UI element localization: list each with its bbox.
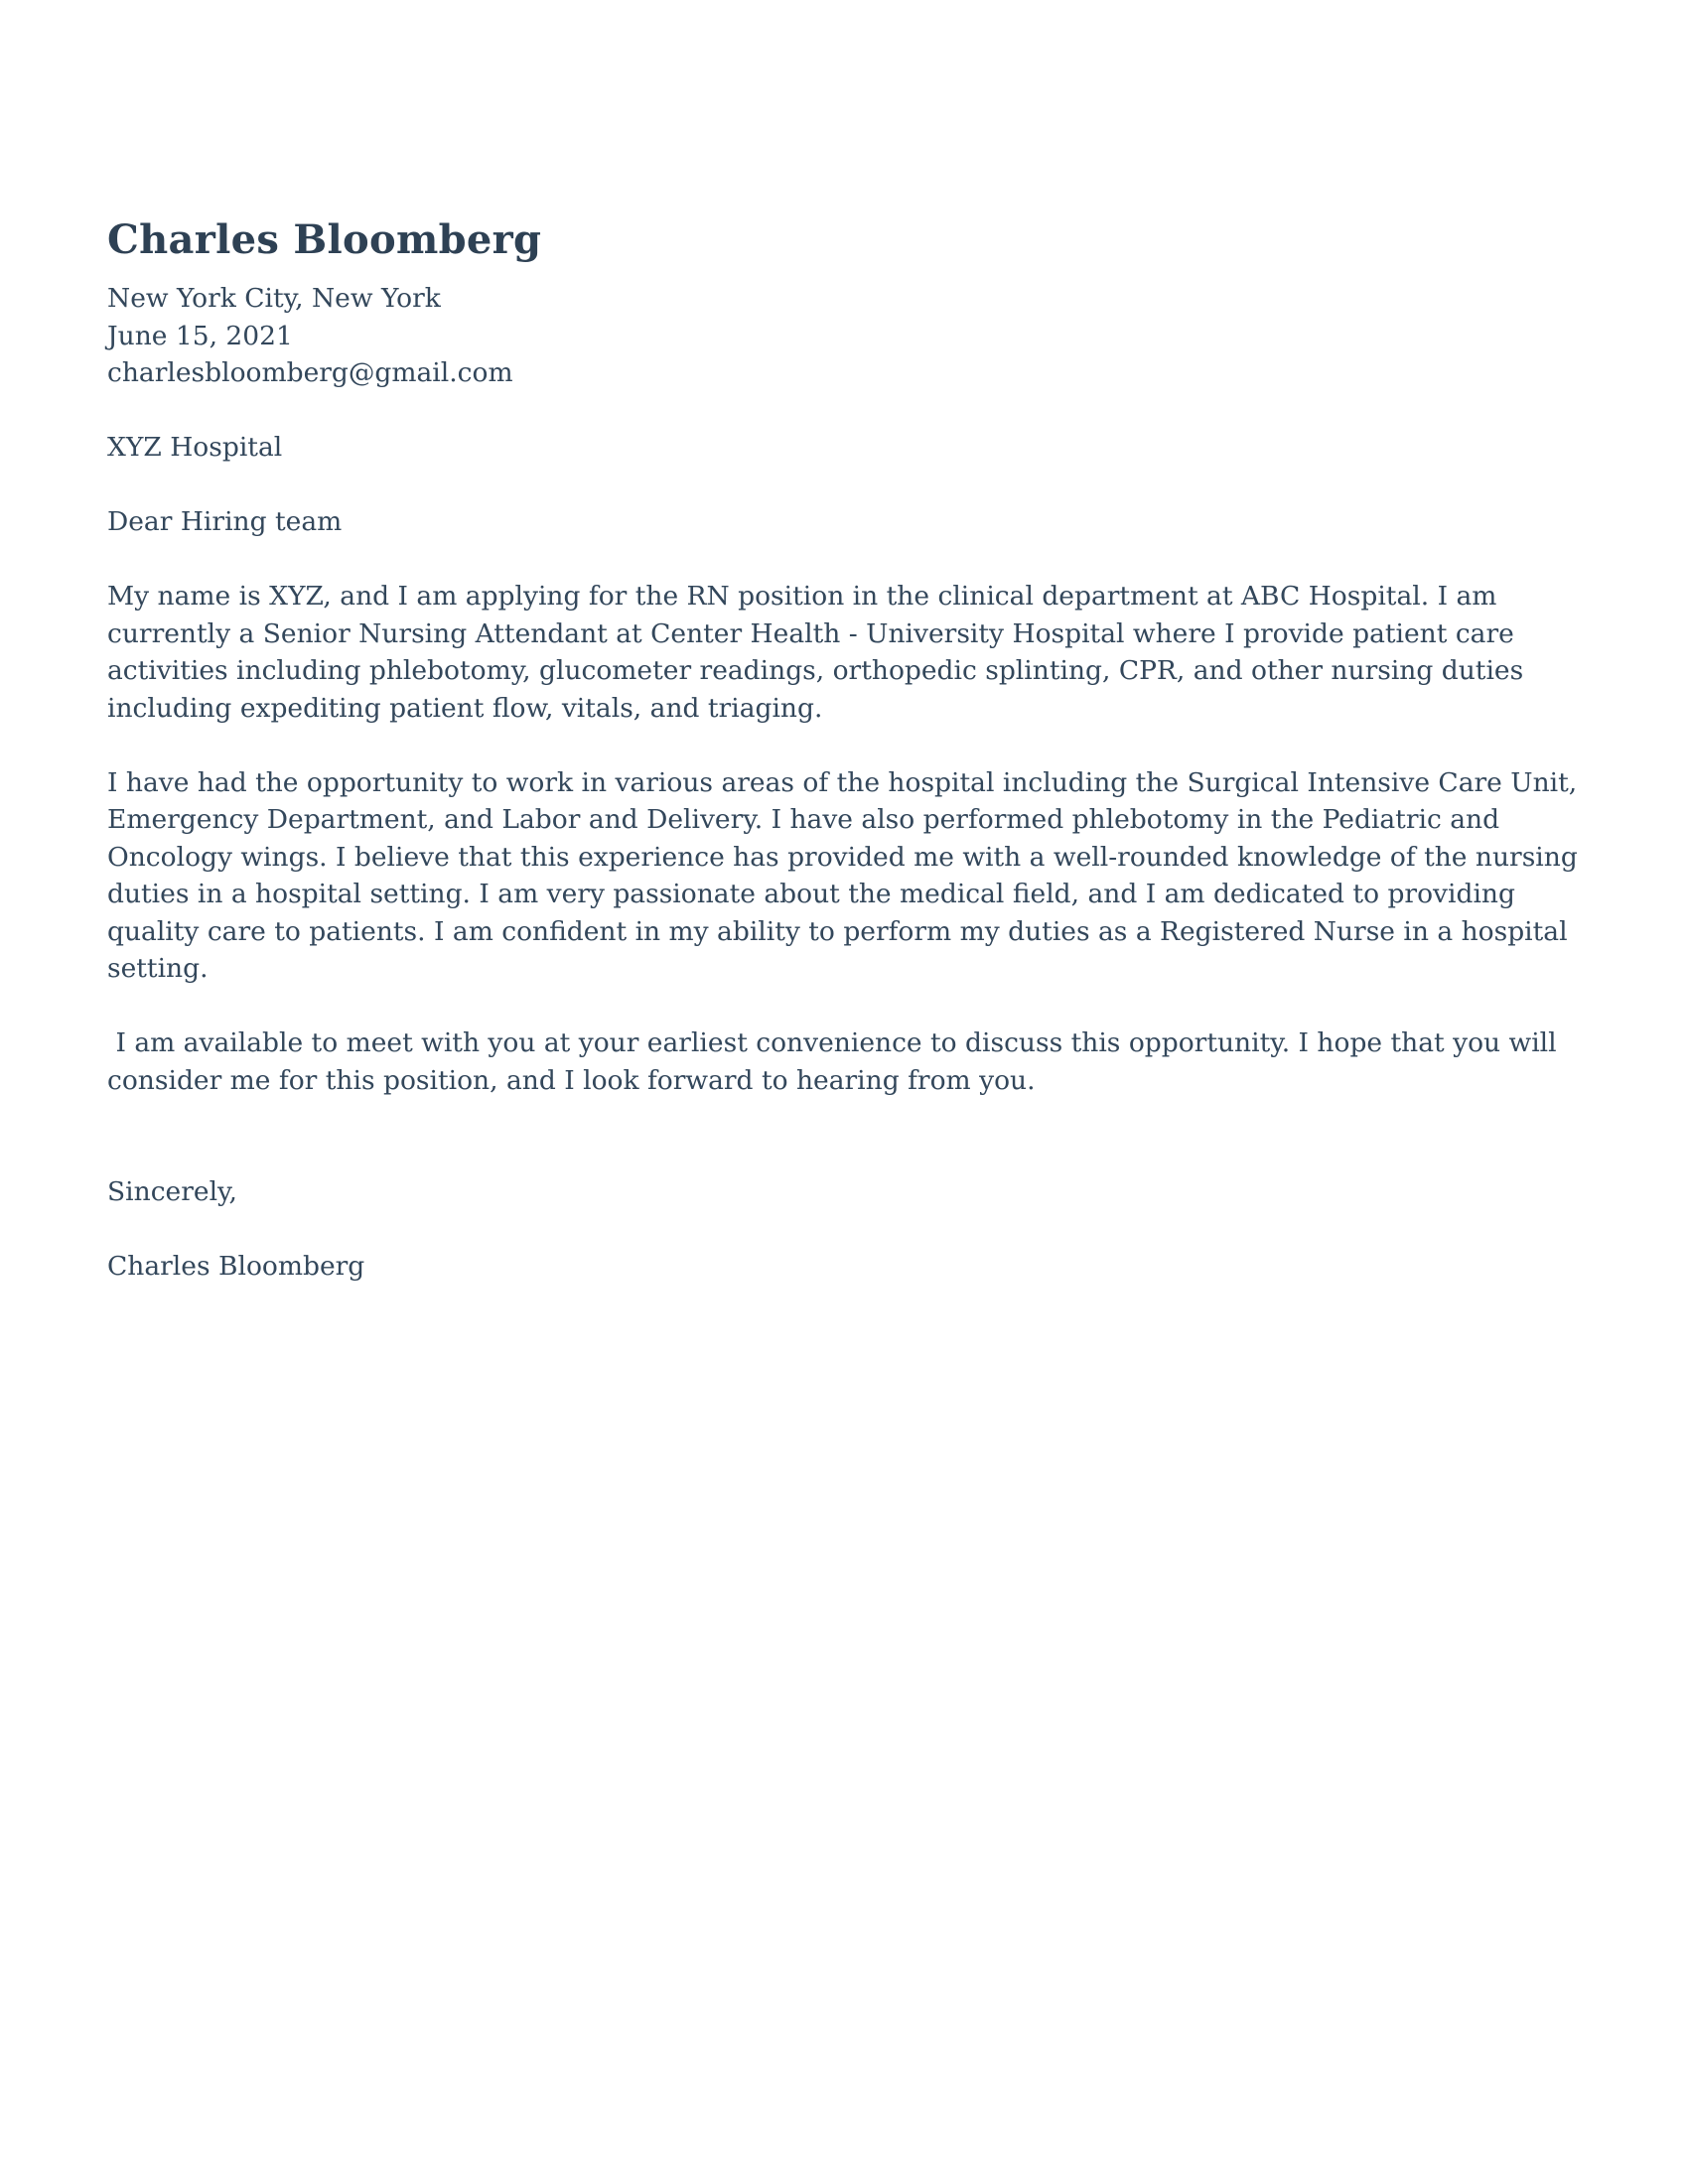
letter-header <box>107 218 1589 392</box>
sender-contact-block <box>107 280 1589 392</box>
body-paragraph-2: I have had the opportunity to work in various areas of the hospital including the Surgical Intensive Care Unit, Emergency Department, and Labor and Delivery. I have also performed phlebotomy in the Pediatric and Oncology wings. I believe that this experience has provided me with a well-rounded knowledge of the nursing duties in a hospital setting. I am very passionate about the medical field, and I am dedicated to providing quality care to patients. I am confident in my ability to perform my duties as a Registered Nurse in a hospital setting. <box>107 766 1587 984</box>
letter-date: June 15, 2021 <box>107 320 293 351</box>
recipient: XYZ Hospital <box>107 432 283 463</box>
body-paragraph-1: My name is XYZ, and I am applying for the RN position in the clinical department at ABC Hospital. I am currently a Senior Nursing Attendant at Center Health - University Hospital where I provide patient care activities including phlebotomy, glucometer readings, orthopedic splinting, CPR, and other nursing duties including expediting patient flow, vitals, and triaging. <box>107 581 1532 724</box>
sender-location: New York City, New York <box>107 283 441 314</box>
sender-email: charlesbloomberg@gmail.com <box>107 357 513 388</box>
signature: Charles Bloomberg <box>107 1251 365 1282</box>
body-paragraph-3: I am available to meet with you at your earliest convenience to discuss this opportunity. I hope that you will consider me for this position, and I look forward to hearing from you. <box>107 1027 1566 1096</box>
sender-name: Charles Bloomberg <box>107 216 542 263</box>
closing: Sincerely, <box>107 1176 237 1207</box>
salutation: Dear Hiring team <box>107 506 343 537</box>
